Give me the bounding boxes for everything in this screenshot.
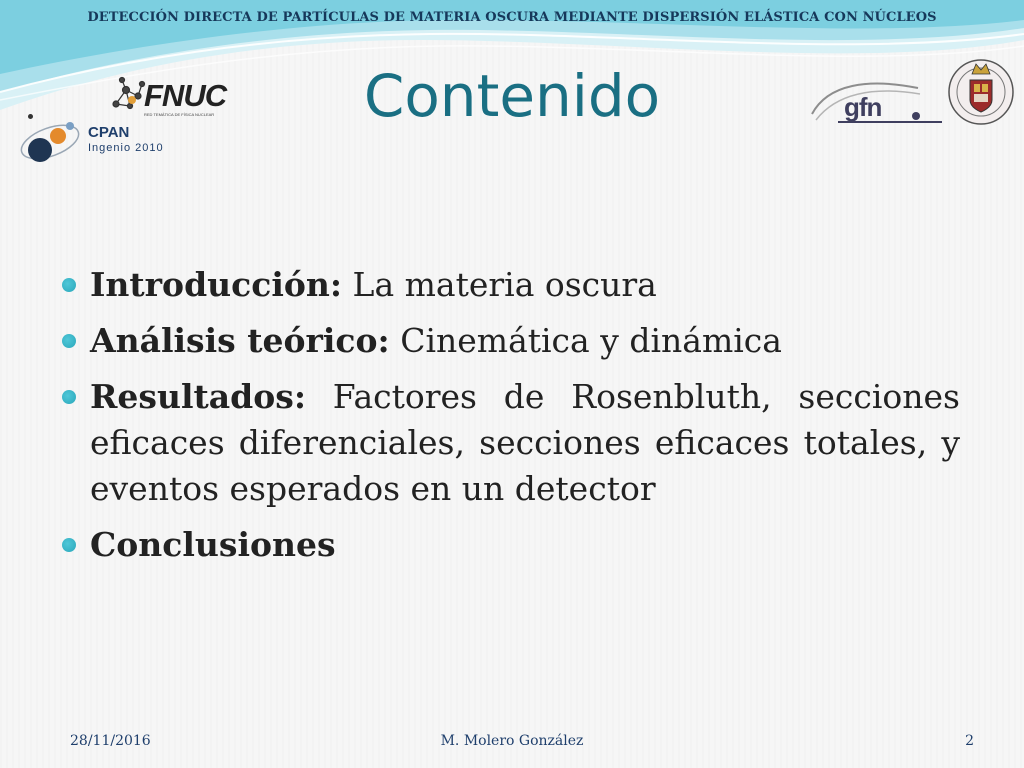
footer-page-number: 2 <box>965 733 974 749</box>
bullet-dot-icon <box>62 538 76 552</box>
footer-author: M. Molero González <box>440 733 584 749</box>
bullet-text <box>90 262 960 308</box>
presentation-header-title: DETECCIÓN DIRECTA DE PARTÍCULAS DE MATERIA OSCURA MEDIANTE DISPERSIÓN ELÁSTICA CON NÚCLEOS <box>87 10 937 25</box>
bullet-body: La materia oscura <box>342 265 657 304</box>
bullet-dot-icon <box>62 334 76 348</box>
fnuc-logo-text: FNUC <box>144 78 227 113</box>
cpan-logo-subtitle: Ingenio 2010 <box>88 142 164 154</box>
bullet-dot-icon <box>62 390 76 404</box>
university-seal-icon <box>946 50 1016 130</box>
bullet-text <box>90 374 960 512</box>
bullet-body: Cinemática y dinámica <box>389 321 782 360</box>
fnuc-logo-subtitle: RED TEMÁTICA DE FÍSICA NUCLEAR <box>144 112 215 117</box>
bullet-bold-label: Resultados: <box>90 377 306 416</box>
cpan-logo-name: CPAN <box>88 124 130 141</box>
footer-date: 28/11/2016 <box>70 733 151 749</box>
bullet-item-conclusiones <box>62 522 960 568</box>
bullet-text <box>90 522 960 568</box>
university-seal-logo <box>946 50 1016 130</box>
gfn-logo <box>808 74 948 130</box>
content-list <box>62 262 960 578</box>
slide-title: Contenido <box>363 62 661 130</box>
bullet-item-analisis <box>62 318 960 364</box>
bullet-text <box>90 318 960 364</box>
bullet-dot-icon <box>62 278 76 292</box>
bullet-bold-label: Introducción: <box>90 265 343 304</box>
gfn-logo-text: gfn <box>844 92 882 122</box>
bullet-item-resultados <box>62 374 960 512</box>
bullet-bold-label: Conclusiones <box>90 525 336 564</box>
bullet-item-introduccion <box>62 262 960 308</box>
bullet-bold-label: Análisis teórico: <box>90 321 390 360</box>
bullet-body: Factores de Rosenbluth, secciones eficaces diferenciales, secciones eficaces totales, y eventos esperados en un detector <box>90 377 960 508</box>
